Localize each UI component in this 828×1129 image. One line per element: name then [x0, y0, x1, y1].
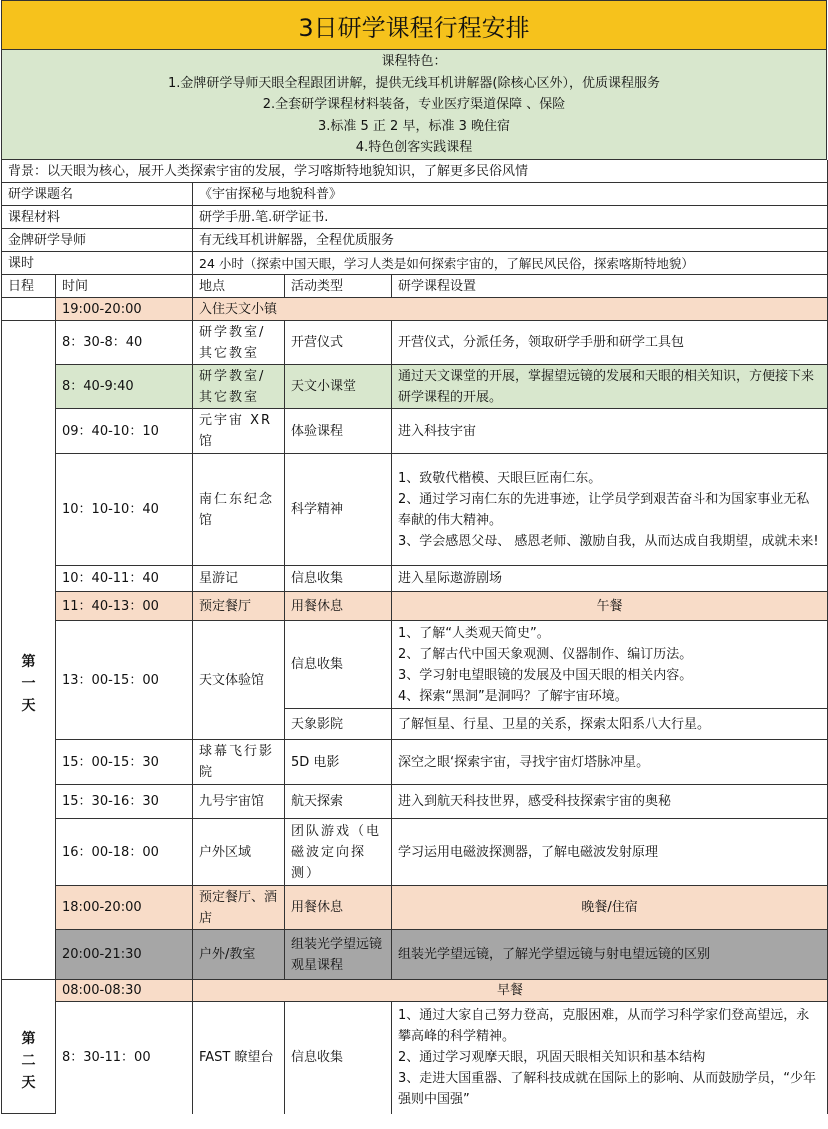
schedule-table	[1, 160, 828, 1114]
feature-item: 3.标准 5 正 2 早，标准 3 晚住宿	[317, 118, 510, 134]
row-time: 8：30-8：40	[56, 321, 193, 365]
row-activity: 航天探索	[285, 785, 392, 819]
row-activity: 5D 电影	[285, 740, 392, 785]
info-value: 《宇宙探秘与地貌科普》	[193, 183, 828, 206]
background-note: 背景：以天眼为核心，展开人类探索宇宙的发展，学习喀斯特地貌知识，了解更多民俗风情	[2, 160, 828, 183]
row-time: 10：40-11：40	[56, 566, 193, 592]
info-value: 有无线耳机讲解器，全程优质服务	[193, 229, 828, 252]
breakfast-text: 早餐	[193, 980, 828, 1002]
row-content: 1、致敬代楷模、天眼巨匠南仁东。 2、通过学习南仁东的先进事迹，让学员学到艰苦奋斗和为国家事业无私奉献的伟大精神。 3、学会感恩父母、 感恩老师、激励自我，从而达成自我期望，成就未来!	[392, 454, 828, 566]
info-label: 研学课题名	[2, 183, 193, 206]
row-activity: 天象影院	[285, 709, 392, 740]
row-content: 1、了解“人类观天简史”。 2、了解古代中国天象观测、仪器制作、编订历法。 3、学习射电望眼镜的发展及中国天眼的相关内容。 4、探索“黑洞”是洞吗？了解宇宙环境。	[392, 621, 828, 709]
row-time: 16：00-18：00	[56, 819, 193, 886]
row-content: 进入科技宇宙	[392, 409, 828, 454]
info-value: 24 小时（探索中国天眼，学习人类是如何探索宇宙的，了解民风民俗，探索喀斯特地貌）	[193, 252, 828, 275]
row-place: 研学教室/其它教室	[193, 365, 285, 409]
row-activity: 体验课程	[285, 409, 392, 454]
feature-item: 2.全套研学课程材料装备，专业医疗渠道保障 、保险	[262, 97, 566, 112]
row-activity: 天文小课堂	[285, 365, 392, 409]
row-content: 学习运用电磁波探测器，了解电磁波发射原理	[392, 819, 828, 886]
row-activity: 用餐休息	[285, 592, 392, 621]
checkin-time: 19:00-20:00	[56, 298, 193, 321]
info-label: 课程材料	[2, 206, 193, 229]
day-empty	[2, 298, 56, 321]
row-place: 南仁东纪念馆	[193, 454, 285, 566]
row-time: 09：40-10：10	[56, 409, 193, 454]
row-time: 8：40-9:40	[56, 365, 193, 409]
row-content: 晚餐/住宿	[392, 886, 828, 930]
row-content: 进入到航天科技世界，感受科技探索宇宙的奥秘	[392, 785, 828, 819]
row-place: FAST 瞭望台	[193, 1002, 285, 1114]
row-place: 星游记	[193, 566, 285, 592]
row-place: 户外区域	[193, 819, 285, 886]
row-time: 13：00-15：00	[56, 621, 193, 740]
features-heading: 课程特色：	[381, 54, 447, 69]
row-content: 进入星际遨游剧场	[392, 566, 828, 592]
row-content: 1、通过大家自己努力登高，克服困难，从而学习科学家们登高望远，永攀高峰的科学精神。 2、通过学习观摩天眼，巩固天眼相关知识和基本结构 3、走进大国重器、了解科技成就在国际上的影响、从而鼓励学员，“少年强则中国强”	[392, 1002, 828, 1114]
row-content: 开营仪式，分派任务，领取研学手册和研学工具包	[392, 321, 828, 365]
header-day: 日程	[2, 275, 56, 298]
row-time: 15：30-16：30	[56, 785, 193, 819]
row-activity: 信息收集	[285, 1002, 392, 1114]
row-place: 天文体验馆	[193, 621, 285, 740]
row-content: 通过天文课堂的开展，掌握望远镜的发展和天眼的相关知识，方便接下来研学课程的开展。	[392, 365, 828, 409]
row-activity: 开营仪式	[285, 321, 392, 365]
info-value: 研学手册.笔.研学证书.	[193, 206, 828, 229]
row-time: 18:00-20:00	[56, 886, 193, 930]
day2-label: 第 二 天	[2, 980, 56, 1114]
day1-label: 第 一 天	[2, 321, 56, 980]
row-content: 组装光学望远镜，了解光学望远镜与射电望远镜的区别	[392, 930, 828, 980]
row-activity: 团队游戏（电磁波定向探测）	[285, 819, 392, 886]
row-place: 预定餐厅	[193, 592, 285, 621]
breakfast-time: 08:00-08:30	[56, 980, 193, 1002]
row-place: 元宇宙 XR 馆	[193, 409, 285, 454]
course-features	[1, 50, 827, 160]
row-place: 预定餐厅、酒店	[193, 886, 285, 930]
row-place: 球幕飞行影院	[193, 740, 285, 785]
row-place: 研学教室/其它教室	[193, 321, 285, 365]
row-time: 10：10-10：40	[56, 454, 193, 566]
row-activity: 用餐休息	[285, 886, 392, 930]
checkin-text: 入住天文小镇	[193, 298, 828, 321]
row-content: 了解恒星、行星、卫星的关系，探索太阳系八大行星。	[392, 709, 828, 740]
feature-item: 4.特色创客实践课程	[355, 140, 473, 155]
header-place: 地点	[193, 275, 285, 298]
page-title: 3日研学课程行程安排	[1, 0, 827, 50]
row-activity: 科学精神	[285, 454, 392, 566]
row-content: 深空之眼‘探索宇宙，寻找宇宙灯塔脉冲星。	[392, 740, 828, 785]
itinerary-sheet	[1, 0, 827, 1114]
row-content: 午餐	[392, 592, 828, 621]
row-activity: 组装光学望远镜观星课程	[285, 930, 392, 980]
header-activity: 活动类型	[285, 275, 392, 298]
row-time: 8：30-11：00	[56, 1002, 193, 1114]
header-time: 时间	[56, 275, 193, 298]
row-activity: 信息收集	[285, 566, 392, 592]
row-time: 20:00-21:30	[56, 930, 193, 980]
header-content: 研学课程设置	[392, 275, 828, 298]
feature-item: 1.金牌研学导师天眼全程跟团讲解，提供无线耳机讲解器(除核心区外），优质课程服务	[168, 75, 660, 91]
row-time: 15：00-15：30	[56, 740, 193, 785]
row-place: 九号宇宙馆	[193, 785, 285, 819]
info-label: 金牌研学导师	[2, 229, 193, 252]
row-time: 11：40-13：00	[56, 592, 193, 621]
row-activity: 信息收集	[285, 621, 392, 709]
row-place: 户外/教室	[193, 930, 285, 980]
info-label: 课时	[2, 252, 193, 275]
